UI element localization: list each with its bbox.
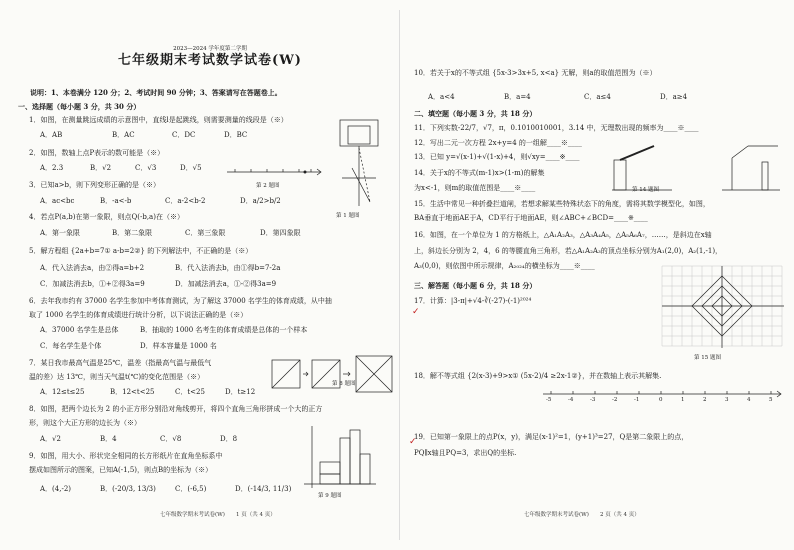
- q7-text: 7．某日我市最高气温是25℃，温差（指最高气温与最低气: [29, 359, 212, 367]
- q14-fig-label: 第 14 题图: [632, 187, 659, 193]
- tick-label: 4: [747, 397, 751, 403]
- q16-text-3: A₃(0,0)，则依图中所示规律，A₂₀₂₄的横坐标为____※____: [414, 262, 595, 270]
- q8-figure: [270, 356, 395, 398]
- q5-opt-d: D．加减法消去a，①-②得3a=9: [175, 280, 277, 288]
- q5-opt-a: A．代入法消去a，由②得a=b+2: [40, 264, 145, 272]
- q7-text-2: 温的差）达 13℃，则当天气温t(℃)的变化范围是（※）: [29, 373, 205, 381]
- tick-label: -4: [568, 397, 574, 403]
- q4-opt-d: D．第四象限: [260, 229, 301, 237]
- tick-label: 5: [769, 397, 773, 403]
- q11-text: 11．下列实数-22/7，√7，π，0.1010010001，3.14 中，无理数出现的频率为____※____: [414, 124, 699, 132]
- page-divider: [399, 10, 400, 540]
- q4-text: 4．若点P(a,b)在第一象限，则点Q(-b,a)在（※）: [29, 213, 184, 221]
- q3-opt-d: D．a/2>b/2: [240, 197, 281, 205]
- q2-fig-label: 第 2 题图: [256, 183, 280, 189]
- q3-opt-b: B．-a<-b: [100, 197, 132, 205]
- instructions: 说明：1、本卷满分 120 分；2、考试时间 90 分钟；3、答案请写在答题卷上。: [30, 88, 282, 97]
- q16-text-2: 上，斜边长分别为 2，4，6 的等腰直角三角形，若△A₁A₂A₃的顶点坐标分别为A₁(2,0)，A₂(1,-1)，: [414, 247, 723, 255]
- right-footer: 七年级数学期末考试卷(W) 2 页（共 4 页）: [524, 512, 640, 518]
- q1-text: 1．如图，在测量跳远成绩的示意图中，直线l是起跳线，则需要测量的线段是（※）: [29, 116, 288, 124]
- q19-text: 19．已知第一象限上的点P(x，y)，满足(x-1)²=1，(y+1)³=27，Q是第二象限上的点，: [414, 433, 689, 441]
- section1-heading: 一、选择题（每小题 3 分，共 30 分）: [18, 102, 141, 111]
- q1-figure: [332, 118, 392, 208]
- q16-text: 16．如图，在一个单位为 1 的方格纸上，△A₁A₂A₃，△A₃A₄A₅，△A₅A₆A₇，……，是斜边在x轴: [414, 231, 712, 239]
- q9-text: 9．如图，用大小、形状完全相同的长方形纸片在直角坐标系中: [29, 452, 223, 460]
- q8-text: 8．如图，把两个边长为 2 的小正方形分别沿对角线剪开，将四个直角三角形拼成一个大的正方: [29, 405, 323, 413]
- q10-opt-a: A．a<4: [428, 93, 455, 101]
- section3-heading: 三、解答题（每小题 6 分，共 18 分）: [414, 281, 537, 290]
- tick-label: 3: [725, 397, 729, 403]
- q8-opt-b: B．4: [100, 435, 117, 443]
- q4-opt-a: A．第一象限: [40, 229, 81, 237]
- q17-text: 17．计算：|3-π|+√4-∛(-27)-(-1)²⁰²⁴: [414, 297, 532, 305]
- tick-label: 1: [681, 397, 685, 403]
- q2-opt-b: B．√2: [90, 164, 112, 172]
- q8-text-2: 形，则这个大正方形的边长为（※）: [29, 419, 141, 427]
- q10-opt-b: B．a=4: [504, 93, 531, 101]
- q13-text: 13．已知 y=√(x-1)+√(1-x)+4，则√xy=____※____: [414, 153, 580, 161]
- q2-text: 2．如图，数轴上点P表示的数可能是（※）: [29, 149, 165, 157]
- tick-label: -3: [590, 397, 596, 403]
- q5-opt-b: B．代入法消去b，由①得b=7-2a: [175, 264, 281, 272]
- left-footer: 七年级数学期末考试卷(W) 1 页（共 4 页）: [160, 512, 276, 518]
- exam-title: 七年级期末考试数学试卷(W): [118, 53, 302, 68]
- q6-text-2: 取了 1000 名学生的体育成绩进行统计分析，以下说法正确的是（※）: [29, 311, 248, 319]
- tick-label: -1: [634, 397, 640, 403]
- q8-opt-c: C．√8: [160, 435, 182, 443]
- q8-opt-d: D．8: [220, 435, 238, 443]
- q9-opt-d: D．(-14/3, 11/3): [235, 485, 292, 493]
- q4-opt-b: B．第二象限: [112, 229, 153, 237]
- q10-text: 10．若关于x的不等式组 {5x-3>3x+5, x<a} 无解，则a的取值范围为（※）: [414, 69, 657, 77]
- year-label: 2023—2024 学年度第二学期: [173, 46, 247, 52]
- q5-text: 5．解方程组 {2a+b=7① a-b=2②} 的下列解法中，不正确的是（※）: [29, 247, 253, 255]
- q1-opt-d: D．BC: [224, 131, 248, 139]
- q7-opt-a: A．12≤t≤25: [40, 388, 85, 396]
- q2-opt-c: C．√3: [135, 164, 157, 172]
- q16-grid-figure: [662, 266, 787, 352]
- q2-opt-d: D．√5: [180, 164, 202, 172]
- q2-number-line: [225, 160, 325, 182]
- q9-fig-label: 第 9 题图: [318, 493, 342, 499]
- check-mark-icon: ✓: [412, 307, 420, 317]
- tick-label: 0: [659, 397, 663, 403]
- q3-opt-c: C．a-2<b-2: [165, 197, 206, 205]
- q10-opt-c: C．a≤4: [584, 93, 611, 101]
- q15-text: 15．生活中常见一种折叠拦道闸，若想求解某些特殊状态下的角度，需将其数学模型化，如图，: [414, 200, 710, 208]
- q9-text-2: 摆成如图所示的图案，已知A(-1,5)，则点B的坐标为（※）: [29, 466, 213, 474]
- q18-text: 18．解不等式组 {2(x-3)+9>x① (5x-2)/4 ≥2x-1②}，并在数轴上表示其解集.: [414, 372, 662, 380]
- tick-label: -2: [612, 397, 618, 403]
- check-mark-icon: ✓: [409, 437, 417, 447]
- q7-opt-d: D．t≥12: [225, 388, 256, 396]
- q10-opt-d: D．a≥4: [660, 93, 688, 101]
- right-page: [404, 0, 794, 550]
- q9-figure: [298, 424, 378, 489]
- q14-text-2: 为x<-1，则m的取值范围是____※____: [414, 184, 536, 192]
- q3-text: 3．已知a>b，则下列变形正确的是（※）: [29, 181, 160, 189]
- q8-opt-a: A．√2: [40, 435, 61, 443]
- q7-opt-c: C．t<25: [175, 388, 205, 396]
- q15-fig-label: 第 15 题图: [694, 355, 721, 361]
- q15-text-2: BA垂直于地面AE于A，CD平行于地面AE，则∠ABC+∠BCD=____※____: [414, 214, 648, 222]
- q9-opt-b: B．(-20/3, 13/3): [100, 485, 156, 493]
- q7-opt-b: B．12<t<25: [110, 388, 155, 396]
- q1-opt-a: A．AB: [40, 131, 63, 139]
- q8-fig-label: 第 8 题图: [332, 381, 356, 387]
- q12-text: 12．写出二元一次方程 2x+y=4 的一组解____※____: [414, 139, 582, 147]
- q4-opt-c: C．第三象限: [185, 229, 226, 237]
- q6-opt-b: B．抽取的 1000 名考生的体育成绩是总体的一个样本: [140, 326, 308, 334]
- q9-opt-a: A．(4,-2): [40, 485, 72, 493]
- q5-opt-c: C．加减法消去b，①+②得3a=9: [40, 280, 145, 288]
- q6-opt-a: A．37000 名学生是总体: [40, 326, 119, 334]
- q2-opt-a: A．2.3: [40, 164, 64, 172]
- q1-fig-label: 第 1 题图: [336, 213, 360, 219]
- q6-text: 6．去年我市约有 37000 名学生参加中考体育测试，为了解这 37000 名学生的体育成绩，从中抽: [29, 297, 332, 305]
- q19-text-2: PQ∥x轴且PQ=3，求出Q的坐标.: [414, 449, 517, 457]
- q9-opt-c: C．(-6,5): [175, 485, 207, 493]
- q14-text: 14．关于x的不等式(m-1)x>(1-m)的解集: [414, 169, 545, 177]
- q6-opt-d: D．样本容量是 1000 名: [140, 342, 217, 350]
- section2-heading: 二、填空题（每小题 3 分，共 18 分）: [414, 109, 537, 118]
- q3-opt-a: A．ac<bc: [40, 197, 75, 205]
- q1-opt-b: B．AC: [112, 131, 135, 139]
- q1-opt-c: C．DC: [172, 131, 196, 139]
- tick-label: 2: [703, 397, 707, 403]
- tick-label: -5: [546, 397, 552, 403]
- q6-opt-c: C．每名学生是个体: [40, 342, 102, 350]
